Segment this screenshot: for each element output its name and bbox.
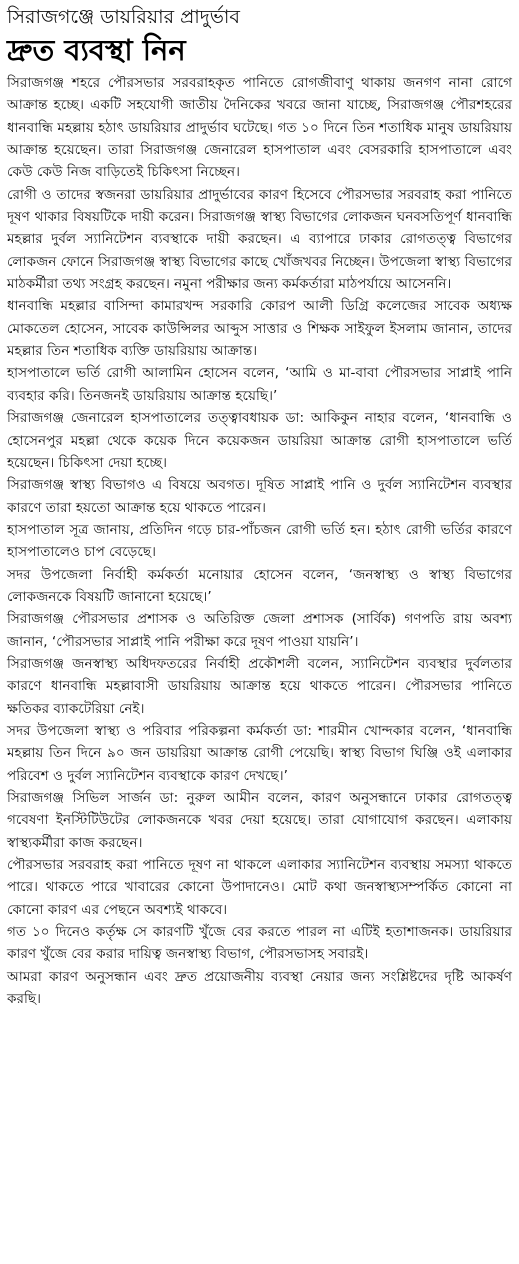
- paragraph: ধানবান্ধি মহল্লার বাসিন্দা কামারখন্দ সরকারি কোরপ আলী ডিগ্রি কলেজের সাবেক অধ্যক্ষ মোকতেল হোসেন, সাবেক কাউন্সিলর আব্দুস সাত্তার ও শিক্ষক সাইফুল ইসলাম জানান, তাদের মহল্লার তিন শতাধিক ব্যক্তি ডায়রিয়ায় আক্রান্ত।: [7, 298, 512, 360]
- paragraph: আমরা কারণ অনুসন্ধান এবং দ্রুত প্রয়োজনীয় ব্যবস্থা নেয়ার জন্য সংশ্লিষ্টদের দৃষ্টি আকর্ষণ করছি।: [7, 968, 512, 1008]
- paragraph: সিরাজগঞ্জ শহরে পৌরসভার সরবরাহকৃত পানিতে রোগজীবাণু থাকায় জনগণ নানা রোগে আক্রান্ত হচ্ছে। একটি সহযোগী জাতীয় দৈনিকের খবরে জানা যাচ্ছে, সিরাজগঞ্জ পৌরশহরের ধানবান্ধি মহল্লায় হঠাৎ ডায়রিয়ার প্রাদুর্ভাব ঘটেছে। গত ১০ দিনে তিন শতাধিক মানুষ ডায়রিয়ায় আক্রান্ত হয়েছেন। তারা সিরাজগঞ্জ জেনারেল হাসপাতাল এবং বেসরকারি হাসপাতালে এবং কেউ কেউ নিজ বাড়িতেই চিকিৎসা নিচ্ছেন।: [7, 75, 512, 181]
- paragraph: রোগী ও তাদের স্বজনরা ডায়রিয়ার প্রাদুর্ভাবের কারণ হিসেবে পৌরসভার সরবরাহ করা পানিতে দূষণ থাকার বিষয়টিকে দায়ী করেন। সিরাজগঞ্জ স্বাস্থ্য বিভাগের লোকজন ঘনবসতিপূর্ণ ধানবান্ধি মহল্লার দুর্বল স্যানিটেশন ব্যবস্থাকে দায়ী করছেন। এ ব্যাপারে ঢাকার রোগতত্ত্ব বিভাগের লোকজন ফোনে সিরাজগঞ্জ স্বাস্থ্য বিভাগের কাছে খোঁজখবর নিচ্ছেন। উপজেলা স্বাস্থ্য বিভাগের মাঠকর্মীরা তথ্য সংগ্রহ করছেন। নমুনা পরীক্ষার জন্য কর্মকর্তারা মাঠপর্যায়ে আসেননি।: [7, 186, 512, 293]
- paragraph: সিরাজগঞ্জ সিভিল সার্জন ডা: নুরুল আমীন বলেন, কারণ অনুসন্ধানে ঢাকার রোগতত্ত্ব গবেষণা ইনস্টিটিউটের লোকজনকে খবর দেয়া হয়েছে। তারা যোগাযোগ করছেন। এলাকায় স্বাস্থ্যকর্মীরা কাজ করছেন।: [7, 790, 512, 851]
- paragraph: সদর উপজেলা স্বাস্থ্য ও পরিবার পরিকল্পনা কর্মকর্তা ডা: শারমীন খোন্দকার বলেন, ‘ধানবান্ধি মহল্লায় তিন দিনে ৯০ জন ডায়রিয়া আক্রান্ত রোগী পেয়েছি। স্বাস্থ্য বিভাগ ঘিঞ্জি ওই এলাকার পরিবেশ ও দুর্বল স্যানিটেশন ব্যবস্থাকে কারণ দেখছে।’: [7, 722, 512, 784]
- paragraph: সিরাজগঞ্জ পৌরসভার প্রশাসক ও অতিরিক্ত জেলা প্রশাসক (সার্বিক) গণপতি রায় অবশ্য জানান, ‘পৌরসভার সাপ্লাই পানি পরীক্ষা করে দূষণ পাওয়া যায়নি’।: [7, 611, 512, 650]
- paragraph: হাসপাতাল সূত্র জানায়, প্রতিদিন গড়ে চার-পাঁচজন রোগী ভর্তি হন। হঠাৎ রোগী ভর্তির কারণে হাসপাতালেও চাপ বেড়েছে।: [7, 521, 512, 561]
- paragraph: সদর উপজেলা নির্বাহী কর্মকর্তা মনোয়ার হোসেন বলেন, ‘জনস্বাস্থ্য ও স্বাস্থ্য বিভাগের লোকজনকে বিষয়টি জানানো হয়েছে।’: [7, 566, 512, 605]
- article-body: [7, 72, 512, 1010]
- paragraph: সিরাজগঞ্জ জনস্বাস্থ্য অধিদফতরের নির্বাহী প্রকৌশলী বলেন, স্যানিটেশন ব্যবস্থার দুর্বলতার কারণে ধানবান্ধি মহল্লাবাসী ডায়রিয়ায় আক্রান্ত হয়ে থাকতে পারেন। পৌরসভার পানিতে ক্ষতিকর ব্যাকটেরিয়া নেই।: [7, 655, 512, 717]
- paragraph: গত ১০ দিনেও কর্তৃক্ষ সে কারণটি খুঁজে বের করতে পারল না এটিই হতাশাজনক। ডায়রিয়ার কারণ খুঁজে বের করার দায়িত্ব জনস্বাস্থ্য বিভাগ, পৌরসভাসহ সবারই।: [7, 924, 512, 963]
- paragraph: পৌরসভার সরবরাহ করা পানিতে দূষণ না থাকলে এলাকার স্যানিটেশন ব্যবস্থায় সমস্যা থাকতে পারে। থাকতে পারে খাবারের কোনো উপাদানেও। মোট কথা জনস্বাস্থ্যসম্পর্কিত কোনো না কোনো কারণ এর পেছনে অবশ্যই থাকবে।: [7, 857, 512, 918]
- headline-kicker: সিরাজগঞ্জে ডায়রিয়ার প্রাদুর্ভাব: [7, 6, 240, 28]
- paragraph: সিরাজগঞ্জ জেনারেল হাসপাতালের তত্ত্বাবধায়ক ডা: আকিকুন নাহার বলেন, ‘ধানবান্ধি ও হোসেনপুর মহল্লা থেকে কয়েক দিনে কয়েকজন ডায়রিয়া আক্রান্ত রোগী হাসপাতালে ভর্তি হয়েছেন। চিকিৎসা দেয়া হচ্ছে।: [7, 410, 512, 471]
- paragraph: হাসপাতালে ভর্তি রোগী আলামিন হোসেন বলেন, ‘আমি ও মা-বাবা পৌরসভার সাপ্লাই পানি ব্যবহার করি। তিনজনই ডায়রিয়ায় আক্রান্ত হয়েছি।’: [7, 365, 512, 404]
- headline-title: দ্রুত ব্যবস্থা নিন: [7, 33, 186, 67]
- paragraph: সিরাজগঞ্জ স্বাস্থ্য বিভাগও এ বিষয়ে অবগত। দূষিত সাপ্লাই পানি ও দুর্বল স্যানিটেশন ব্যবস্থার কারণে তারা হয়তো আক্রান্ত হয়ে থাকতে পারেন।: [7, 477, 512, 516]
